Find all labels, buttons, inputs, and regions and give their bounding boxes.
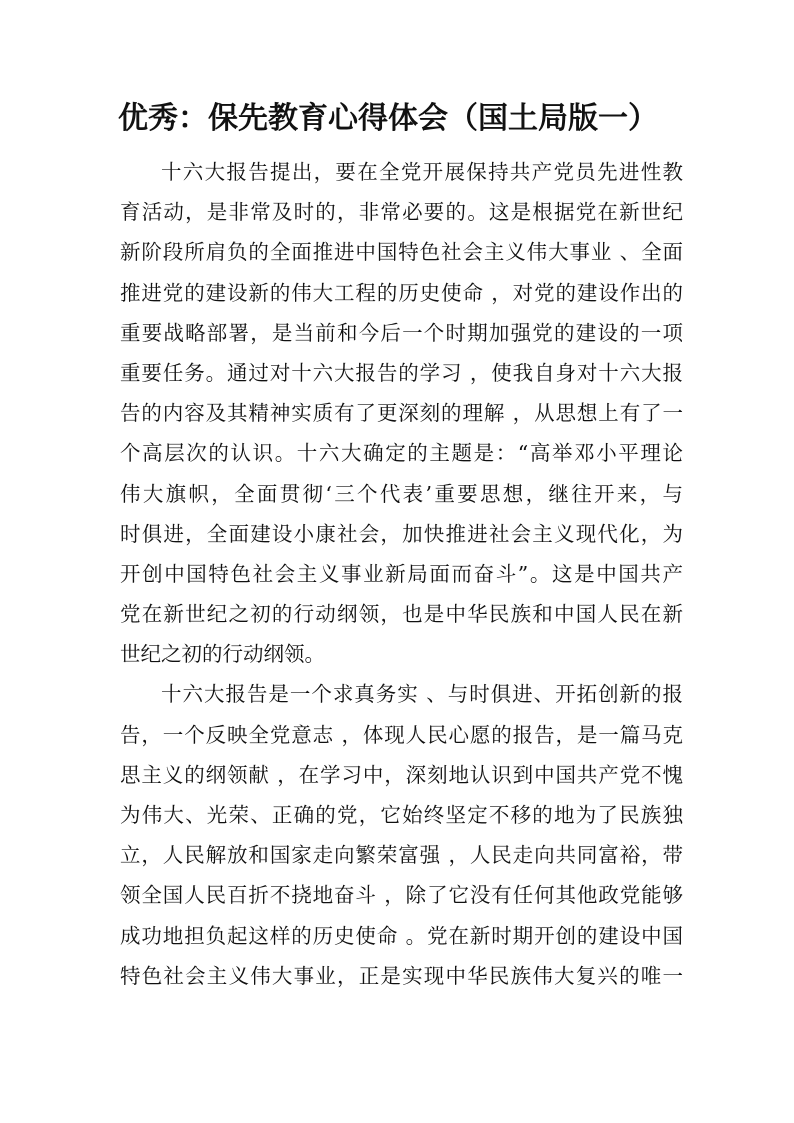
paragraph-1-line-4: 推进党的建设新的伟大工程的历史使命 ，对党的建设作出的 [120,280,683,305]
document-body [120,152,683,996]
paragraph-2-line-1: 十六大报告是一个求真务实 、与时俱进、开拓创新的报 [161,682,683,707]
paragraph-1-line-2: 育活动，是非常及时的，非常必要的。这是根据党在新世纪 [120,200,683,225]
paragraph-1-line-10: 时俱进，全面建设小康社会，加快推进社会主义现代化，为 [120,521,683,546]
paragraph-1-line-5: 重要战略部署，是当前和今后一个时期加强党的建设的一项 [120,320,683,345]
document-title: 优秀：保先教育心得体会（国土局版一） [118,101,658,136]
paragraph-1-line-6: 重要任务。通过对十六大报告的学习 ，使我自身对十六大报 [120,360,683,385]
paragraph-1-line-7: 告的内容及其精神实质有了更深刻的理解 ，从思想上有了一 [120,401,683,426]
paragraph-2-line-3: 思主义的纲领献 ，在学习中，深刻地认识到中国共产党不愧 [120,762,683,787]
paragraph-2-line-6: 领全国人民百折不挠地奋斗 ，除了它没有任何其他政党能够 [120,883,683,908]
paragraph-1-line-9: 伟大旗帜，全面贯彻‘三个代表’重要思想，继往开来，与 [120,481,683,506]
paragraph-1-line-11: 开创中国特色社会主义事业新局面而奋斗”。这是中国共产 [120,561,683,586]
paragraph-2-line-2: 告，一个反映全党意志 ，体现人民心愿的报告，是一篇马克 [120,722,683,747]
paragraph-1-line-12: 党在新世纪之初的行动纲领，也是中华民族和中国人民在新 [120,602,683,627]
paragraph-1-line-1: 十六大报告提出，要在全党开展保持共产党员先进性教 [161,160,683,184]
paragraph-2-line-8: 特色社会主义伟大事业，正是实现中华民族伟大复兴的唯一 [120,963,683,988]
paragraph-2-line-7: 成功地担负起这样的历史使命 。党在新时期开创的建设中国 [120,923,683,948]
paragraph-1-line-8: 个高层次的认识。十六大确定的主题是：“高举邓小平理论 [120,441,683,466]
paragraph-1-line-13: 世纪之初的行动纲领。 [120,642,325,667]
paragraph-2-line-4: 为伟大、光荣、正确的党，它始终坚定不移的地为了民族独 [120,803,683,827]
paragraph-1-line-3: 新阶段所肩负的全面推进中国特色社会主义伟大事业 、全面 [120,240,683,265]
paragraph-2-line-5: 立，人民解放和国家走向繁荣富强 ，人民走向共同富裕，带 [120,843,683,868]
